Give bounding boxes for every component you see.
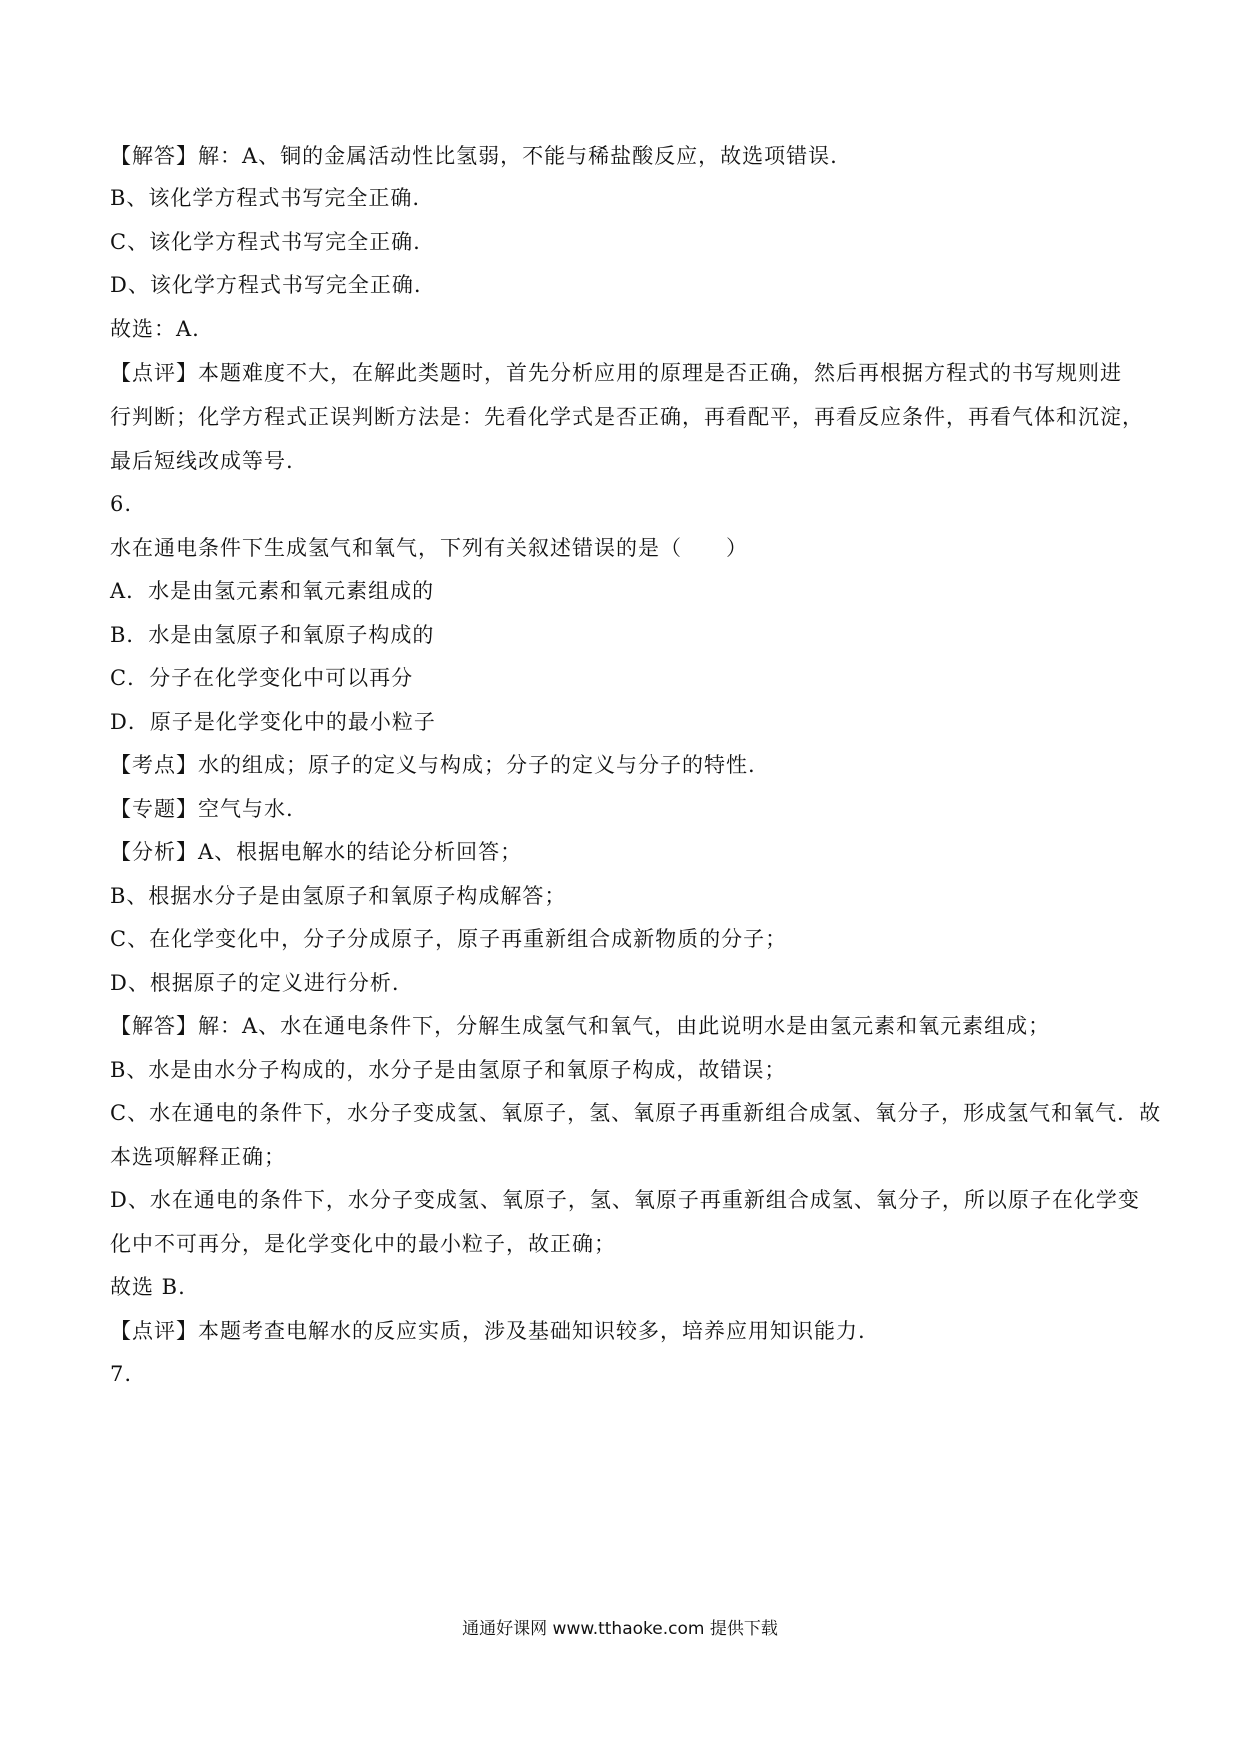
page-footer: 通通好课网 www.tthaoke.com 提供下载 [462, 1619, 778, 1639]
text-line: B、根据水分子是由氢原子和氧原子构成解答； [110, 884, 567, 908]
text-line: D、该化学方程式书写完全正确. [110, 273, 422, 297]
text-line: D、根据原子的定义进行分析. [110, 971, 400, 995]
question-stem: 水在通电条件下生成氢气和氧气，下列有关叙述错误的是（ ） [110, 536, 748, 560]
text-line: D、水在通电的条件下，水分子变成氢、氧原子，氢、氧原子再重新组合成氢、氧分子，所以原子在化学变 [110, 1188, 1140, 1212]
text-line: 故选 B. [110, 1275, 186, 1299]
option-a: A．水是由氢元素和氧元素组成的 [110, 579, 435, 603]
text-line: 【点评】本题考查电解水的反应实质，涉及基础知识较多，培养应用知识能力. [110, 1319, 866, 1343]
text-line: 【分析】A、根据电解水的结论分析回答； [110, 840, 523, 864]
text-line: C、在化学变化中，分子分成原子，原子再重新组合成新物质的分子； [110, 927, 788, 951]
text-line: B、水是由水分子构成的，水分子是由氢原子和氧原子构成，故错误； [110, 1058, 787, 1082]
text-line: C、水在通电的条件下，水分子变成氢、氧原子，氢、氧原子再重新组合成氢、氧分子，形成氢气和氧气．故 [110, 1101, 1162, 1125]
text-line: 故选：A. [110, 317, 200, 341]
text-line: 行判断；化学方程式正误判断方法是：先看化学式是否正确，再看配平，再看反应条件，再看气体和沉淀， [110, 405, 1144, 429]
text-line: 【考点】水的组成；原子的定义与构成；分子的定义与分子的特性. [110, 753, 756, 777]
text-line: 【点评】本题难度不大，在解此类题时，首先分析应用的原理是否正确，然后再根据方程式的书写规则进 [110, 361, 1122, 385]
option-d: D．原子是化学变化中的最小粒子 [110, 710, 436, 734]
text-line: B、该化学方程式书写完全正确. [110, 186, 421, 210]
question-number: 6. [110, 492, 133, 516]
text-line: 化中不可再分，是化学变化中的最小粒子，故正确； [110, 1232, 616, 1256]
option-b: B．水是由氢原子和氧原子构成的 [110, 623, 435, 647]
text-line: C、该化学方程式书写完全正确. [110, 230, 421, 254]
option-c: C．分子在化学变化中可以再分 [110, 666, 414, 690]
question-number: 7. [110, 1362, 133, 1386]
text-line: 【解答】解：A、铜的金属活动性比氢弱，不能与稀盐酸反应，故选项错误. [110, 144, 838, 168]
text-line: 【专题】空气与水. [110, 797, 294, 821]
text-line: 本选项解释正确； [110, 1145, 286, 1169]
text-line: 【解答】解：A、水在通电条件下，分解生成氢气和氧气，由此说明水是由氢元素和氧元素组成； [110, 1014, 1051, 1038]
text-line: 最后短线改成等号. [110, 449, 294, 473]
